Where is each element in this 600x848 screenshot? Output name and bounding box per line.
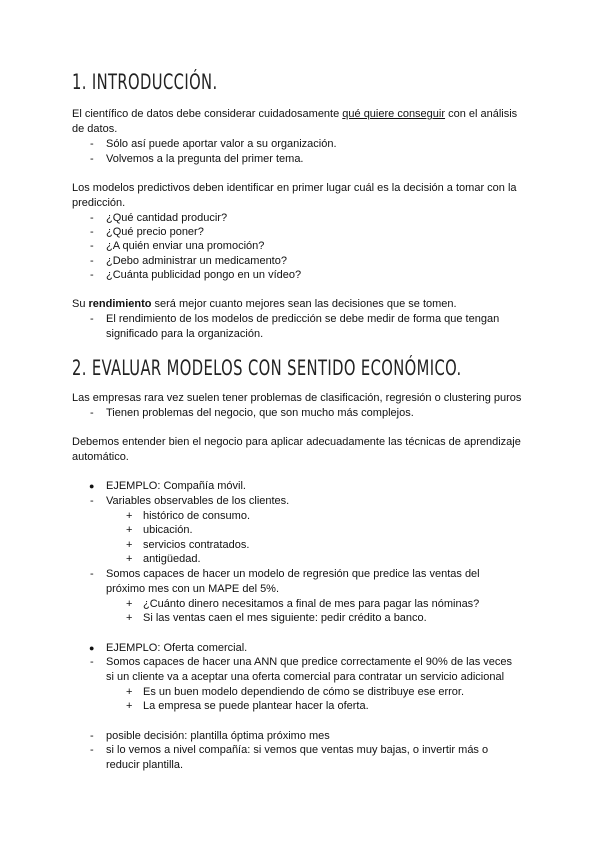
s1-list-item: Sólo así puede aportar valor a su organización. <box>106 138 337 150</box>
plus-marker: + <box>126 539 133 551</box>
s1-paragraph-2-line-2: predicción. <box>72 197 126 209</box>
s2-variable-item: antigüedad. <box>143 553 201 565</box>
s1-paragraph-3: Su rendimiento será mejor cuanto mejores sean las decisiones que se tomen. <box>72 298 457 310</box>
s1-question-item: ¿Qué cantidad producir? <box>106 212 228 224</box>
s1-question-item: ¿Qué precio poner? <box>106 226 204 238</box>
s2-example-2-model-line-1: Somos capaces de hacer una ANN que predice correctamente el 90% de las veces <box>106 656 513 668</box>
s1-bold-word: rendimiento <box>88 298 152 310</box>
s1-list-item-line-2: significado para la organización. <box>106 328 264 340</box>
dash-marker: - <box>90 153 94 165</box>
s2-model-item: ¿Cuánto dinero necesitamos a final de mes para pagar las nóminas? <box>143 598 480 610</box>
s2-example-1-heading: EJEMPLO: Compañía móvil. <box>106 480 246 492</box>
dash-marker: - <box>90 226 94 238</box>
section-2-title: 2. EVALUAR MODELOS CON SENTIDO ECONÓMICO. <box>72 356 462 380</box>
s2-example-1-model-line-1: Somos capaces de hacer un modelo de regresión que predice las ventas del <box>106 568 480 580</box>
dash-marker: - <box>90 212 94 224</box>
dash-marker: - <box>90 568 94 580</box>
s2-paragraph-2-line-1: Debemos entender bien el negocio para aplicar adecuadamente las técnicas de aprendizaje <box>72 436 521 448</box>
s1-question-item: ¿Debo administrar un medicamento? <box>106 255 287 267</box>
dash-marker: - <box>90 730 94 742</box>
s1-list-item-line-1: El rendimiento de los modelos de predicción se debe medir de forma que tengan <box>106 313 500 325</box>
plus-marker: + <box>126 700 133 712</box>
s1-paragraph-2-line-1: Los modelos predictivos deben identificar en primer lugar cuál es la decisión a tomar con la <box>72 182 517 194</box>
s1-underlined-phrase: qué quiere conseguir <box>342 108 446 120</box>
dash-marker: - <box>90 255 94 267</box>
plus-marker: + <box>126 612 133 624</box>
s2-paragraph-2-line-2: automático. <box>72 451 129 463</box>
s1-question-item: ¿Cuánta publicidad pongo en un vídeo? <box>106 269 302 281</box>
s1-question-item: ¿A quién enviar una promoción? <box>106 240 265 252</box>
dash-marker: - <box>90 656 94 668</box>
section-1-title: 1. INTRODUCCIÓN. <box>72 70 218 94</box>
s2-list-item: Tienen problemas del negocio, que son mucho más complejos. <box>106 407 414 419</box>
plus-marker: + <box>126 524 133 536</box>
s2-model-item: La empresa se puede plantear hacer la oferta. <box>143 700 369 712</box>
s2-final-item: posible decisión: plantilla óptima próximo mes <box>106 730 330 742</box>
bullet-marker: ● <box>89 481 95 491</box>
s2-example-1-variables: Variables observables de los clientes. <box>106 495 290 507</box>
plus-marker: + <box>126 510 133 522</box>
s2-variable-item: ubicación. <box>143 524 193 536</box>
s1-paragraph-1-line-1: El científico de datos debe considerar cuidadosamente qué quiere conseguir con el análisis <box>72 108 518 120</box>
s2-model-item: Es un buen modelo dependiendo de cómo se distribuye ese error. <box>143 686 465 698</box>
dash-marker: - <box>90 240 94 252</box>
s2-final-item-line-1: si lo vemos a nivel compañía: si vemos que ventas muy bajas, o invertir más o <box>106 744 489 756</box>
s2-example-1-model-line-2: próximo mes con un MAPE del 5%. <box>106 583 280 595</box>
s2-variable-item: histórico de consumo. <box>143 510 250 522</box>
plus-marker: + <box>126 553 133 565</box>
s2-example-2-heading: EJEMPLO: Oferta comercial. <box>106 642 248 654</box>
plus-marker: + <box>126 686 133 698</box>
s2-variable-item: servicios contratados. <box>143 539 250 551</box>
dash-marker: - <box>90 744 94 756</box>
dash-marker: - <box>90 495 94 507</box>
s2-paragraph-1: Las empresas rara vez suelen tener problemas de clasificación, regresión o clustering puros <box>72 392 522 404</box>
s2-final-item-line-2: reducir plantilla. <box>106 759 184 771</box>
s1-paragraph-1-line-2: de datos. <box>72 123 118 135</box>
plus-marker: + <box>126 598 133 610</box>
dash-marker: - <box>90 313 94 325</box>
dash-marker: - <box>90 407 94 419</box>
s1-list-item: Volvemos a la pregunta del primer tema. <box>106 153 304 165</box>
dash-marker: - <box>90 269 94 281</box>
s2-model-item: Si las ventas caen el mes siguiente: pedir crédito a banco. <box>143 612 427 624</box>
dash-marker: - <box>90 138 94 150</box>
s2-example-2-model-line-2: si un cliente va a aceptar una oferta comercial para contratar un servicio adicional <box>106 671 505 683</box>
bullet-marker: ● <box>89 643 95 653</box>
